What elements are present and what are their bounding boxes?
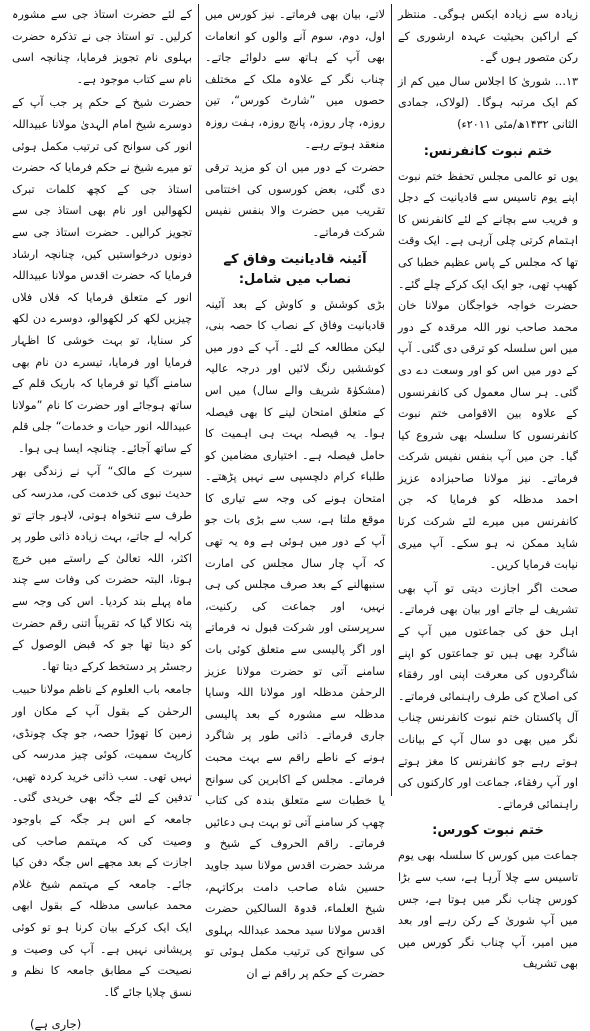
section-heading: ختم نبوت کانفرنس:: [423, 143, 553, 159]
paragraph: کے لئے حضرت استاذ جی سے مشورہ کرلیں۔ تو استاذ جی نے تذکرہ حضرت بہلوی نام تجویز فرمایا، چنانچہ اسی نام سے کتاب موجود ہے۔: [12, 8, 192, 86]
paragraph: ۱۳… شوریٰ کا اجلاس سال میں کم از کم ایک مرتبہ ہوگا۔ (لولاک، جمادی الثانی ۱۴۳۲ھ/مئی ۲۰۱۱ء): [398, 74, 578, 131]
paragraph: زیادہ سے زیادہ ایکس ہوگی۔ منتظر کے اراکین بحیثیت عہدہ ارشوری کے رکن متصور ہوں گے۔: [398, 8, 578, 65]
paragraph: جماعت میں کورس کا سلسلہ بھی یوم تاسیس سے چلا آرہا ہے، سب سے بڑا کورس چناب نگر میں ہوتا ہے، جس میں آپ شوریٰ کے رکن رہے اور بعد میں امیر، آپ چناب نگر کورس میں بھی تشریف: [398, 849, 578, 971]
paragraph: سیرت کے مالک“ آپ نے زندگی بھر حدیث نبوی کی خدمت کی، مدرسہ کی طرف سے تنخواہ ہوتی، لاہور جاتے تو کرایہ لے جاتے، بہت زیادہ ذاتی طور پر اکثر، اللہ تعالیٰ کے راستے میں خرچ ہوتا، البتہ حضرت کی وفات سے چند ماہ پہلے بند کردیا۔ اس کی وجہ سے پتہ نکالا گیا کہ تقریباً اتنی رقم حضرت کو دیتا تھا جو کہ قبض الوصول کے رجسٹر پر دستخط کرکے دیتا تھا۔: [12, 465, 192, 673]
continued-marker: (جاری ہے): [30, 1017, 82, 1031]
paragraph: حضرت کے دور میں ان کو مزید ترقی دی گئی، بعض کورسوں کی اختتامی تقریب میں حضرت والا بنفس نفیس شرکت فرماتے۔: [205, 161, 385, 239]
section-heading: آئینہ قادیانیت وفاق کے نصاب میں شامل:: [223, 251, 367, 287]
paragraph: لاتے، بیان بھی فرماتے۔ نیز کورس میں اول، دوم، سوم آنے والوں کو انعامات بھی آپ کے ہاتھ سے دلوائے جاتے۔ چناب نگر کے علاوہ ملک کے مختلف حصوں میں ”شارٹ کورس“، تین روزہ، چار روزہ، پانچ روزہ، ہفت روزہ منعقد ہوتے رہے۔: [205, 8, 385, 151]
paragraph: یوں تو عالمی مجلس تحفظ ختم نبوت اپنے یوم تاسیس سے قادیانیت کے دجل و فریب سے بچانے کے لئے کانفرنس کا اہتمام کرتی چلی آرہی ہے۔ ایک وقت تھا کہ مجلس کے پاس عظیم خطبا کی کھیپ تھی، جو ایک ایک کرکے چلے گئے۔ حضرت خواجہ خواجگان مولانا خان محمد صاحب نور اللہ مرقدہ کے دور میں اس سلسلہ کو ترقی دی گئی۔ آپ کے دور میں اس کو اور وسعت دے دی گئی۔ ہر سال معمول کی کانفرنسوں کے علاوہ بین الاقوامی ختم نبوت کانفرنسوں کا سلسلہ بھی شروع کیا گیا۔ جن میں آپ بنفس نفیس شرکت فرماتے۔ نیز مولانا صاحبزادہ عزیز احمد مدظلہ کو فرمایا کہ جن کانفرنس میں میرے لئے شرکت کرنا شاید ممکن نہ ہو سکے۔ آپ میری نیابت فرمایا کریں۔: [398, 169, 578, 572]
section-heading-wrap: [398, 821, 578, 841]
column-right: [392, 4, 584, 971]
section-heading: ختم نبوت کورس:: [432, 823, 544, 839]
column-left: [6, 4, 199, 1031]
column-middle: [199, 4, 392, 980]
paragraph: جامعہ باب العلوم کے ناظم مولانا حبیب الرحمٰن کے بقول آپ کے مکان اور زمین کا تھوڑا حصہ، جو چک چونڈی، کارپٹ سمیت، کوئی چیز مدرسہ کی نہیں تھی۔ سب ذاتی خرید کردہ تھیں، تدفین کے لئے جگہ بھی خریدی گئی۔ جامعہ کے اس ہر جگہ کے باوجود وصیت کی کہ مہتمم صاحب کی اجازت کے بعد مجھے اس جگہ دفن کیا جائے۔ جامعہ کے مہتمم شیخ غلام محمد عباسی مدظلہ کے بقول ابھی ایک ایک کرکے بیان کرنا ہو تو کوئی پریشانی نہیں ہے۔ آپ کی وصیت و نصیحت کے مطابق جامعہ کا نظم و نسق چلایا جائے گا۔: [12, 683, 192, 999]
paragraph: حضرت شیخ کے حکم پر جب آپ کے دوسرے شیخ امام الہدیٰ مولانا عبیداللہ انور کی سوانح کی ترتیب مکمل ہوئی تو میرے شیخ نے حکم فرمایا کہ حضرت استاذ جی کے کچھ کلمات تبرک لکھوالیں اور نام بھی استاذ جی سے تجویز کرالیں۔ حضرت استاذ جی سے دونوں درخواستیں کیں، چنانچہ ارشاد فرمایا کہ حضرت اقدس مولانا عبیداللہ انور کے متعلق فرمایا کہ فلاں فلاں چیزیں لکھ کر لکھوالو، دوسرے دن لکھ کر سنایا، تو بہت خوشی کا اظہار فرمایا اور فرمایا، تیسرے دن نام بھی سامنے آگیا تو فرمایا کہ باریک قلم کے ساتھ ہوجائے اور حضرت کا نام ”مولانا عبیداللہ انور حیات و خدمات“ جلی قلم کے ساتھ آجائے۔ چنانچہ ایسا ہی ہوا۔: [12, 96, 192, 455]
section-heading-wrap: [398, 142, 578, 162]
paragraph: صحت اگر اجازت دیتی تو آپ بھی تشریف لے جاتے اور بیان بھی فرماتے۔ اہل حق کی جماعتوں میں آپ کے شاگرد بھی ہیں تو جماعتوں کو اپنے شاگردوں کی معرفت اپنی اور رفقاء کی اصلاح کی طرف راہنمائی فرماتے۔ آل پاکستان ختم نبوت کانفرنس چناب نگر میں بھی دو سال آپ کے بیانات ہوتے رہے جو کانفرنس کا مغز ہوتے اور آپ رفقاء، جماعت اور کارکنوں کی راہنمائی فرماتے۔: [398, 581, 578, 811]
paragraph: بڑی کوشش و کاوش کے بعد آئینہ قادیانیت وفاق کے نصاب کا حصہ بنی، لیکن مطالعہ کے لئے۔ آپ کے دور میں کوششیں رنگ لائیں اور درجہ عالیہ (مشکوٰۃ شریف والے سال) میں اس کے متعلق امتحان لینے کا بھی فیصلہ ہوا۔ یہ فیصلہ بہت ہی اہمیت کا حامل فیصلہ ہے۔ اختیاری مضامین کو طلباء کرام دلچسپی سے نہیں پڑھتے۔ امتحان ہونے کی وجہ سے تیاری کا موقع ملتا ہے، سب سے بڑی بات جو آپ کے دور میں ہوئی ہے وہ یہ تھی کہ آپ چار سال مجلس کی امارت سنبھالنے کے بعد صرف مجلس کی ہی نہیں، اور جماعت کی رکنیت، سرپرستی اور شرکت قبول نہ فرماتے اور اگر پالیسی سے متعلق کوئی بات سامنے آتی تو حضرت مولانا عزیز الرحمٰن مدظلہ اور مولانا اللہ وسایا مدظلہ سے مشورہ کے بعد پالیسی جاری فرماتے۔ ذاتی طور پر شاگرد ہونے کے ناطے راقم سے بہت محبت فرماتے۔ مجلس کے اکابرین کی سوانح یا خطبات سے متعلق بندہ کی کتاب چھپ کر سامنے آتی تو بہت ہی دعائیں فرماتے۔ راقم الحروف کے شیخ و مرشد حضرت اقدس مولانا سید جاوید حسین شاہ صاحب دامت برکاتہم، شیخ العلماء، قدوۃ السالکین حضرت اقدس مولانا سید محمد عبداللہ بہلوی کی سوانح کی ترتیب مکمل ہوئی تو حضرت کے حکم پر راقم نے ان: [205, 297, 385, 980]
